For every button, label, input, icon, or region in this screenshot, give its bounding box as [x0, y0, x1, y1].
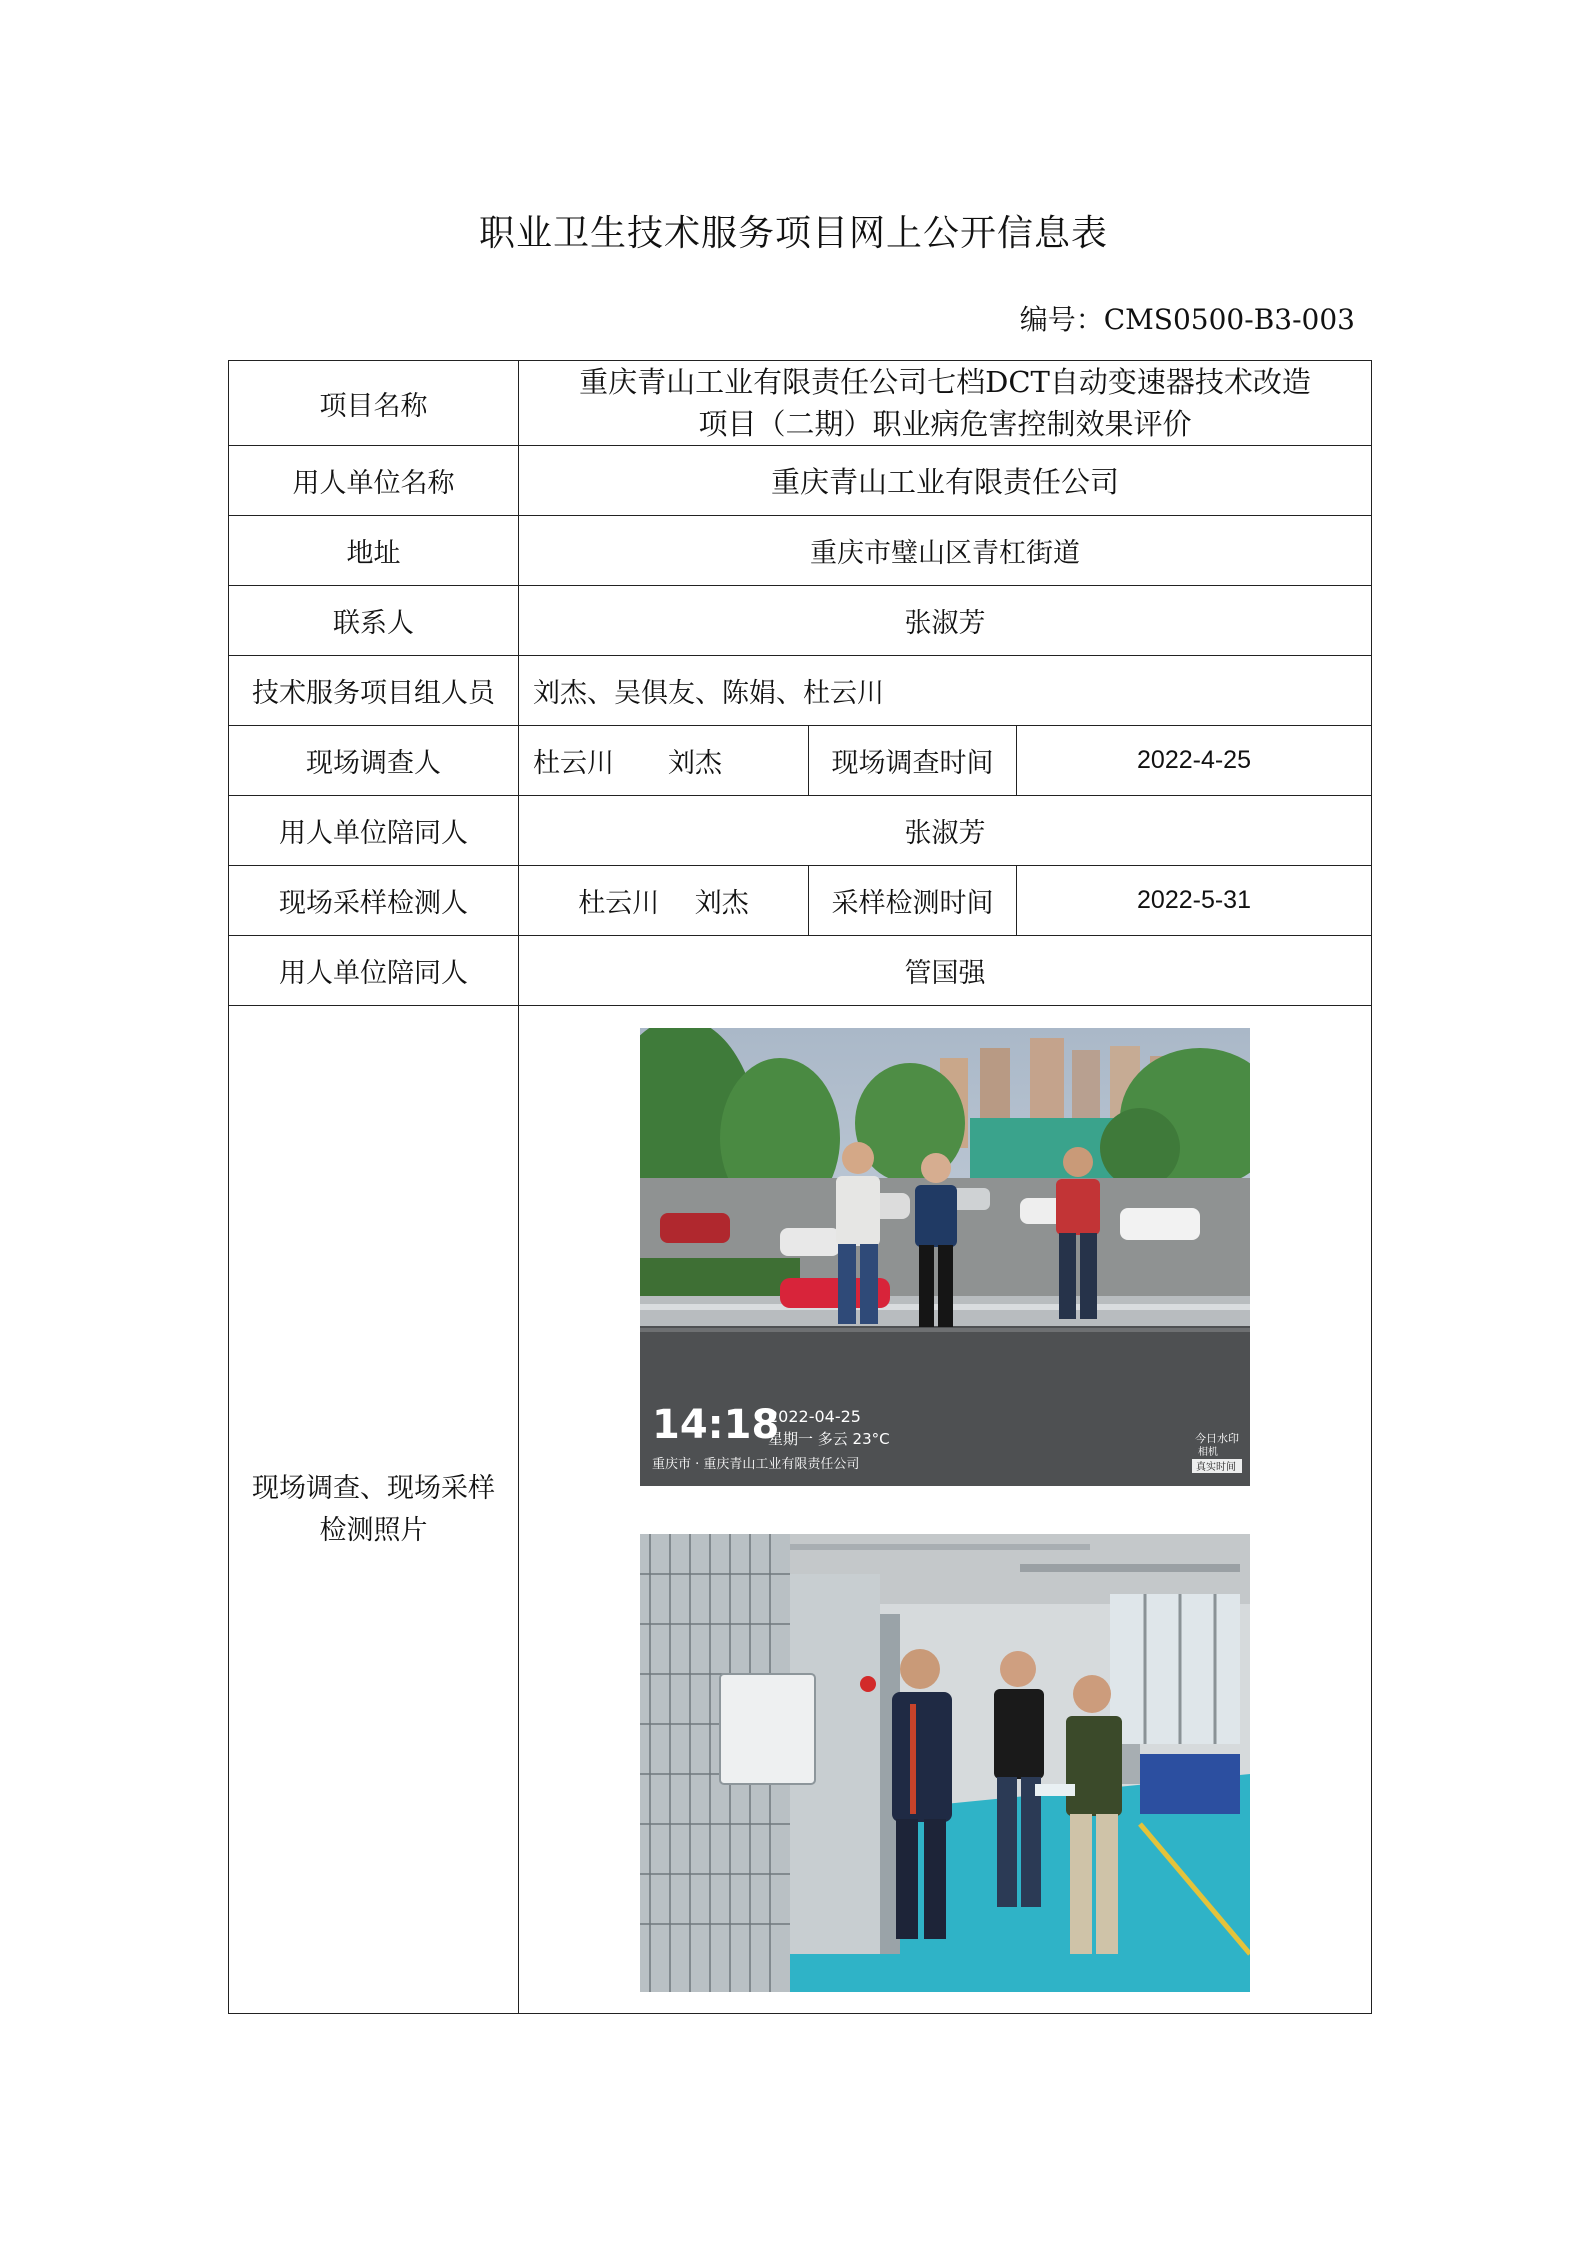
project-name-line2: 项目（二期）职业病危害控制效果评价 [698, 407, 1192, 441]
site-survey-photo [640, 1028, 1250, 1486]
photo-badge-line3: 真实时间 [1196, 1461, 1237, 1473]
value-address: 重庆市璧山区青杠街道 [519, 516, 1372, 586]
label-address: 地址 [229, 516, 519, 586]
label-sampling: 现场采样检测人 [229, 866, 519, 936]
row-team [229, 656, 1372, 726]
photo-location: 重庆市 · 重庆青山工业有限责任公司 [652, 1456, 860, 1472]
value-sampling-time: 2022-5-31 [1017, 866, 1372, 936]
value-contact: 张淑芳 [519, 586, 1372, 656]
label-survey: 现场调查人 [229, 726, 519, 796]
value-survey-time: 2022-4-25 [1017, 726, 1372, 796]
row-survey [229, 726, 1372, 796]
label-sampling-time: 采样检测时间 [809, 866, 1017, 936]
row-photos [229, 1006, 1372, 2014]
photo-time: 14:18 [652, 1401, 780, 1448]
site-survey-photo-image [640, 1028, 1250, 1486]
value-sampling-escort: 管国强 [519, 936, 1372, 1006]
photos-label-line1: 现场调查、现场采样 [252, 1472, 495, 1504]
row-contact [229, 586, 1372, 656]
document-number: 编号：CMS0500-B3-003 [1019, 303, 1355, 336]
label-contact: 联系人 [229, 586, 519, 656]
label-project-name: 项目名称 [229, 361, 519, 446]
row-sampling [229, 866, 1372, 936]
label-survey-escort: 用人单位陪同人 [229, 796, 519, 866]
info-table [228, 360, 1372, 2014]
row-project-name [229, 361, 1372, 446]
row-survey-escort [229, 796, 1372, 866]
photo-date: 2022-04-25 [768, 1406, 861, 1426]
value-survey-escort: 张淑芳 [519, 796, 1372, 866]
photos-label-line2: 检测照片 [319, 1514, 428, 1546]
photo-weather: 星期一 多云 23°C [768, 1429, 890, 1448]
photo-badge-line1: 今日水印 [1195, 1431, 1240, 1445]
label-photos [229, 1006, 519, 2014]
row-sampling-escort [229, 936, 1372, 1006]
value-employer-name: 重庆青山工业有限责任公司 [519, 446, 1372, 516]
site-sampling-photo [640, 1534, 1250, 1992]
value-team: 刘杰、吴俱友、陈娟、杜云川 [519, 656, 1372, 726]
photos-cell [519, 1006, 1372, 2014]
document-title: 职业卫生技术服务项目网上公开信息表 [478, 213, 1108, 254]
photo-badge-line2: 相机 [1198, 1446, 1219, 1458]
project-name-line1: 重庆青山工业有限责任公司七档DCT自动变速器技术改造 [579, 365, 1311, 399]
value-survey: 杜云川 刘杰 [519, 726, 809, 796]
value-project-name [519, 361, 1372, 446]
site-sampling-photo-image [640, 1534, 1250, 1992]
row-address [229, 516, 1372, 586]
label-employer-name: 用人单位名称 [229, 446, 519, 516]
label-survey-time: 现场调查时间 [809, 726, 1017, 796]
label-team: 技术服务项目组人员 [229, 656, 519, 726]
value-sampling: 杜云川 刘杰 [519, 866, 809, 936]
label-sampling-escort: 用人单位陪同人 [229, 936, 519, 1006]
row-employer-name [229, 446, 1372, 516]
